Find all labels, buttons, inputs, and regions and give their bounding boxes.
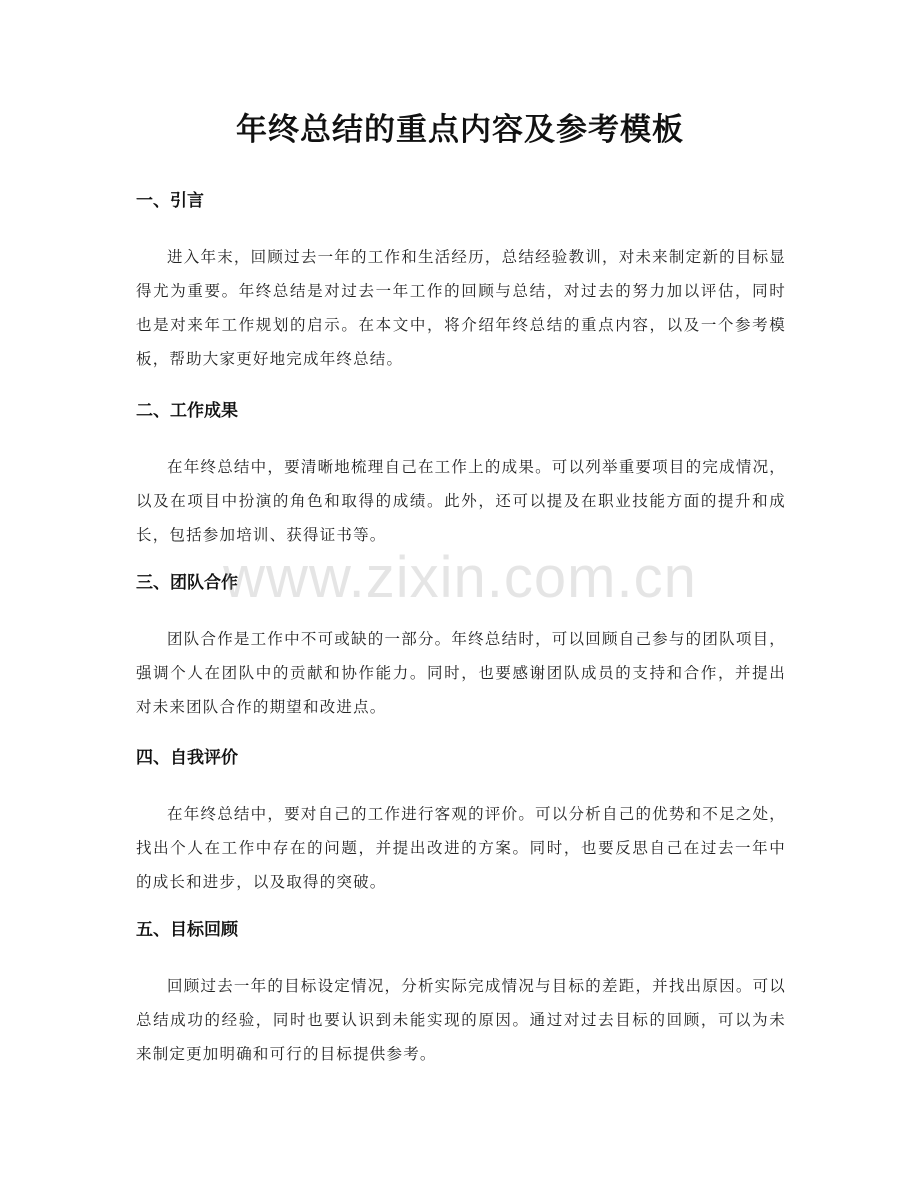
section-heading: 二、工作成果 (136, 401, 238, 421)
section-body: 团队合作是工作中不可或缺的一部分。年终总结时，可以回顾自己参与的团队项目，强调个人在团队中的贡献和协作能力。同时，也要感谢团队成员的支持和合作，并提出对未来团队合作的期望和改进点。 (136, 630, 786, 716)
section-body: 回顾过去一年的目标设定情况，分析实际完成情况与目标的差距，并找出原因。可以总结成功的经验，同时也要认识到未能实现的原因。通过对过去目标的回顾，可以为未来制定更加明确和可行的目标提供参考。 (136, 977, 786, 1063)
section-body: 进入年末，回顾过去一年的工作和生活经历，总结经验教训，对未来制定新的目标显得尤为重要。年终总结是对过去一年工作的回顾与总结，对过去的努力加以评估，同时也是对来年工作规划的启示。在本文中，将介绍年终总结的重点内容，以及一个参考模板，帮助大家更好地完成年终总结。 (136, 248, 786, 368)
section-heading: 四、自我评价 (136, 748, 238, 768)
watermark: www.zixin.com.cn (223, 545, 697, 610)
section-introduction (136, 188, 786, 376)
section-teamwork (136, 570, 786, 724)
section-self-evaluation (136, 745, 786, 899)
section-body: 在年终总结中，要对自己的工作进行客观的评价。可以分析自己的优势和不足之处，找出个人在工作中存在的问题，并提出改进的方案。同时，也要反思自己在过去一年中的成长和进步，以及取得的突破。 (136, 805, 786, 891)
page-title: 年终总结的重点内容及参考模板 (236, 112, 684, 148)
section-heading: 三、团队合作 (136, 573, 238, 593)
section-heading: 五、目标回顾 (136, 920, 238, 940)
section-body: 在年终总结中，要清晰地梳理自己在工作上的成果。可以列举重要项目的完成情况，以及在项目中扮演的角色和取得的成绩。此外，还可以提及在职业技能方面的提升和成长，包括参加培训、获得证书等。 (136, 458, 786, 544)
section-goal-review (136, 917, 786, 1071)
section-heading: 一、引言 (136, 191, 204, 211)
section-work-results (136, 398, 786, 552)
